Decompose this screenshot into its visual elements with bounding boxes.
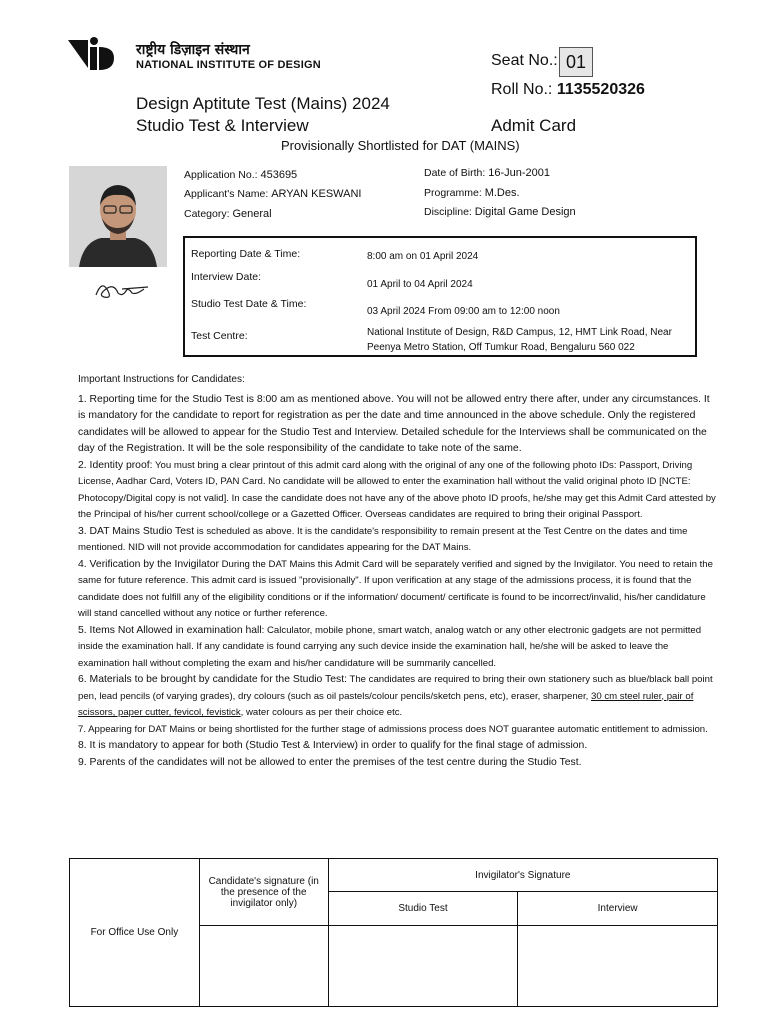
dob-row xyxy=(424,167,550,179)
discipline-value: Digital Game Design xyxy=(474,206,576,218)
reporting-label: Reporting Date & Time: xyxy=(191,248,301,260)
instruction-6-underlined: 30 cm steel ruler, pair of scissors, paper cutter, fevicol, fevistick xyxy=(78,690,694,718)
application-number: 453695 xyxy=(260,169,298,181)
invigilator-signature-header: Invigilator's Signature xyxy=(328,859,717,892)
instruction-1: 1. Reporting time for the Studio Test is 8:00 am as mentioned above. You will not be allowed entry there after, under any circumstances. It is mandatory for the candidate to report for registration as per the date and time announced in the above schedule. Only the registered candidates will be allowed to appear for the Studio Test and Interview. Detailed schedule for the Interviews shall be communicated on the day of the Registration. It will be the sole responsibility of the candidate to take note of the same. xyxy=(78,393,710,454)
candidate-signature-cell xyxy=(199,926,328,1007)
test-centre-label: Test Centre: xyxy=(191,330,248,342)
studio-test-value: 03 April 2024 From 09:00 am to 12:00 noon xyxy=(367,306,560,317)
exam-subtitle: Studio Test & Interview xyxy=(136,116,309,135)
office-use-table xyxy=(69,858,718,1007)
programme-row xyxy=(424,187,520,199)
instruction-2-lead: 2. Identity proof: xyxy=(78,459,153,471)
instructions-heading: Important Instructions for Candidates: xyxy=(78,374,245,385)
programme-label: Programme: xyxy=(424,187,482,199)
applicant-name: ARYAN KESWANI xyxy=(271,188,362,200)
instruction-5 xyxy=(78,623,718,673)
reporting-value: 8:00 am on 01 April 2024 xyxy=(367,251,479,262)
roll-label: Roll No.: xyxy=(491,81,553,98)
dob-value: 16-Jun-2001 xyxy=(488,167,550,179)
test-centre-line1: National Institute of Design, R&D Campus, 12, HMT Link Road, Near xyxy=(367,327,672,338)
instruction-8: 8. It is mandatory to appear for both (Studio Test & Interview) in order to qualify for the final stage of admission. xyxy=(78,740,588,751)
discipline-row xyxy=(424,206,576,218)
interview-signature-cell xyxy=(518,926,718,1007)
instruction-6 xyxy=(78,672,718,722)
dob-label: Date of Birth: xyxy=(424,167,486,179)
instruction-6-lead: 6. Materials to be brought by candidate for the Studio Test: xyxy=(78,674,347,685)
instruction-7: 7. Appearing for DAT Mains or being shortlisted for the further stage of admissions process does NOT guarantee automatic entitlement to admission. xyxy=(78,723,708,735)
admit-card-title: Admit Card xyxy=(491,116,577,135)
schedule-box xyxy=(183,236,697,357)
candidate-signature-header: Candidate's signature (in the presence of the invigilator only) xyxy=(199,859,328,926)
roll-row xyxy=(491,81,645,99)
roll-number: 1135520326 xyxy=(556,81,645,98)
shortlist-status: Provisionally Shortlisted for DAT (MAINS) xyxy=(281,138,520,153)
instruction-9: 9. Parents of the candidates will not be allowed to enter the premises of the test centre during the Studio Test. xyxy=(78,756,582,768)
instruction-3 xyxy=(78,524,718,557)
instruction-5-text: : Calculator, mobile phone, smart watch, analog watch or any other electronic gadgets are not permitted inside the examination hall. If any candidate is found carrying any such device inside the examination hall, he/she will be asked to leave the examination hall without completing the exam and his/her candidature will be summarily cancelled. xyxy=(78,624,702,669)
discipline-label: Discipline: xyxy=(424,206,472,218)
interview-header: Interview xyxy=(518,892,718,926)
instruction-5-lead: 5. Items Not Allowed in examination hall xyxy=(78,624,262,636)
category-label: Category: xyxy=(184,208,230,220)
name-label: Applicant's Name: xyxy=(184,188,269,200)
instruction-3-lead: 3. DAT Mains Studio Test xyxy=(78,525,195,537)
category-value: General xyxy=(232,208,272,220)
instruction-2-text: You must bring a clear printout of this admit card along with the original of any one of the following photo IDs: Passport, Driving License, Aadhar Card, Voters ID, PAN Card. No candidate will be allowed to enter the examination hall without the valid original photo ID [NCTE: Photocopy/Digital copy is not valid]. In case the candidate does not have any of the above photo ID proofs, he/she may get this Admit Card attested by the Principal of his/her current school/college or a Gazetted Officer. Overseas candidates are required to bring their original Passport. xyxy=(78,459,716,520)
studio-test-signature-cell xyxy=(328,926,518,1007)
interview-label: Interview Date: xyxy=(191,271,262,283)
test-centre-line2: Peenya Metro Station, Off Tumkur Road, Bengaluru 560 022 xyxy=(367,342,635,353)
application-number-row xyxy=(184,169,297,181)
instruction-6-tail: , water colours as per their choice etc. xyxy=(240,707,403,718)
exam-title: Design Aptitute Test (Mains) 2024 xyxy=(136,94,390,113)
interview-value: 01 April to 04 April 2024 xyxy=(367,279,473,290)
seat-number: 01 xyxy=(559,47,593,77)
application-label: Application No.: xyxy=(184,169,258,181)
office-use-label: For Office Use Only xyxy=(70,859,200,1007)
person-icon xyxy=(69,166,167,267)
programme-value: M.Des. xyxy=(484,187,520,199)
instruction-2 xyxy=(78,458,718,524)
candidate-signature xyxy=(92,277,150,303)
seat-label: Seat No.: xyxy=(491,52,558,69)
category-row xyxy=(184,208,272,220)
instruction-4-text: During the DAT Mains this Admit Card will be separately verified and signed by the Invigilator. You need to retain the same for future reference. This admit card is issued "provisionally". If upon verification at any stage of the admissions process, it is found that the candidate does not fulfill any of the eligibility conditions or if the information/ document/ certificate is found to be incorrect/invalid, his/her candidature will stand cancelled without any notice or further reference. xyxy=(78,558,713,619)
instruction-6-text: The candidates are required to bring their own stationery such as blue/black ball point pen, lead pencils (of varying grades), dry colours (such as oil pastels/colour pencils/sketch pens, etc), eraser, sharpener, xyxy=(78,674,713,702)
instruction-4 xyxy=(78,557,718,623)
instruction-3-text: is scheduled as above. It is the candidate's responsibility to remain present at the Test Centre on the dates and time mentioned. NID will not provide accommodation for candidates appearing for the DAT Mains. xyxy=(78,525,688,553)
studio-test-label: Studio Test Date & Time: xyxy=(191,298,307,310)
candidate-photo xyxy=(69,166,167,267)
nid-logo-icon xyxy=(68,36,114,72)
studio-test-header: Studio Test xyxy=(328,892,518,926)
org-name-hindi: राष्ट्रीय डिज़ाइन संस्थान xyxy=(136,42,250,58)
instruction-4-lead: 4. Verification by the Invigilator xyxy=(78,558,219,570)
org-name-english: NATIONAL INSTITUTE OF DESIGN xyxy=(136,59,321,71)
instructions-section xyxy=(78,372,718,771)
applicant-name-row xyxy=(184,188,361,200)
